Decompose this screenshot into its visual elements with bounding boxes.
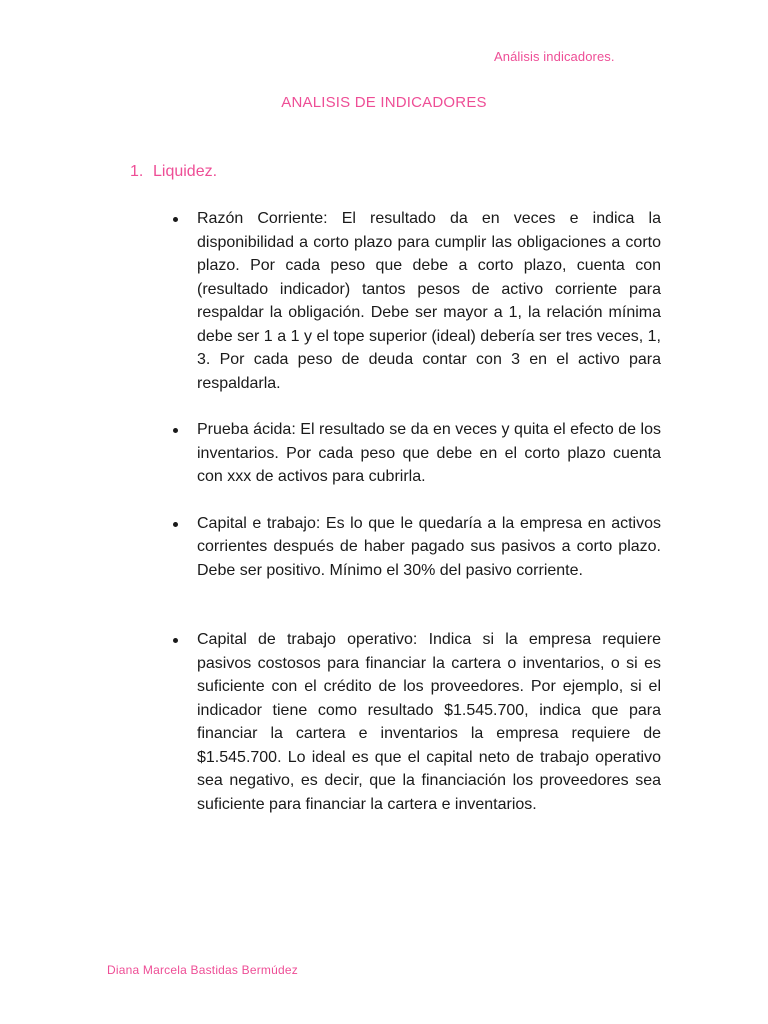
list-item [173,207,661,395]
bullet-icon [173,217,178,222]
bullet-icon [173,638,178,643]
list-item [173,418,661,489]
bullet-icon [173,522,178,527]
list-item [173,512,661,583]
list-item-text: Capital de trabajo operativo: Indica si la empresa requiere pasivos costosos para financiar la cartera o inventarios, o si es suficiente con el crédito de los proveedores. Por ejemplo, si el indicador tiene como resultado $1.545.700, indica que para financiar la cartera e inventarios la empresa requiere de $1.545.700. Lo ideal es que el capital neto de trabajo operativo sea negativo, es decir, que la financiación los proveedores sea suficiente para financiar la cartera e inventarios. [197,631,661,813]
list-item-text: Capital e trabajo: Es lo que le quedaría a la empresa en activos corrientes después de haber pagado sus pasivos a corto plazo. Debe ser positivo. Mínimo el 30% del pasivo corriente. [197,514,661,579]
bullet-icon [173,428,178,433]
running-header: Análisis indicadores. [494,49,615,64]
section-number: 1. [130,163,144,180]
section-heading-text: Liquidez. [153,163,218,180]
page-footer: Diana Marcela Bastidas Bermúdez [107,963,298,977]
bullet-list [173,207,661,816]
section-heading [130,163,217,181]
list-item-text: Prueba ácida: El resultado se da en veces y quita el efecto de los inventarios. Por cada peso que debe en el corto plazo cuenta con xxx de activos para cubrirla. [197,421,661,485]
document-title: ANALISIS DE INDICADORES [281,94,487,111]
list-item-text: Razón Corriente: El resultado da en veces e indica la disponibilidad a corto plazo para cumplir las obligaciones a corto plazo. Por cada peso que debe a corto plazo, cuenta con (resultado indicador) tantos pesos de activo corriente para respaldar la obligación. Debe ser mayor a 1, la relación mínima debe ser 1 a 1 y el tope superior (ideal) debería ser tres veces, 1, 3. Por cada peso de deuda contar con 3 en el activo para respaldarla. [197,210,661,392]
list-item [173,628,661,816]
